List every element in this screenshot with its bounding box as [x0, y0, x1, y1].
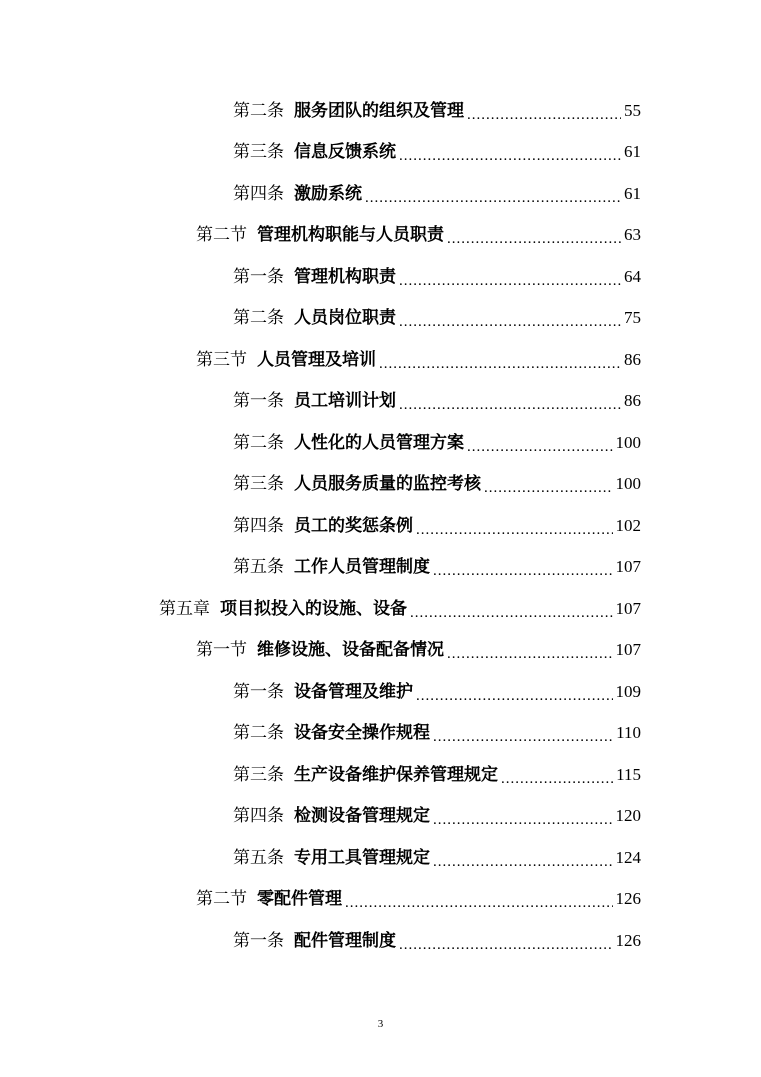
toc-entry-title: 零配件管理	[257, 889, 342, 910]
toc-entry-page: 75	[624, 308, 641, 328]
toc-dot-leader	[433, 809, 613, 829]
toc-entry-page: 86	[624, 349, 641, 369]
toc-entry-label: 第一条	[233, 930, 284, 951]
toc-entry-label: 第二条	[233, 723, 284, 744]
page-number: 3	[377, 1018, 384, 1030]
toc-entry-title: 配件管理制度	[294, 930, 396, 951]
toc-dot-leader	[447, 643, 613, 663]
toc-entry-title: 人员服务质量的监控考核	[294, 474, 481, 495]
toc-entry-label: 第四条	[233, 183, 284, 204]
toc-entry-title: 激励系统	[294, 183, 362, 204]
toc-dot-leader	[501, 768, 613, 788]
toc-entry-title: 员工的奖惩条例	[294, 515, 413, 536]
toc-entry-label: 第一条	[233, 266, 284, 287]
toc-entry[interactable]	[0, 588, 761, 630]
toc-dot-leader	[399, 394, 621, 414]
toc-dot-leader	[345, 892, 613, 912]
toc-entry-page: 126	[615, 889, 641, 909]
toc-entry-page: 115	[616, 764, 641, 784]
toc-entry-title: 员工培训计划	[294, 391, 396, 412]
toc-entry[interactable]	[0, 630, 761, 672]
toc-dot-leader	[447, 228, 621, 248]
toc-entry-page: 110	[616, 723, 641, 743]
toc-entry-page: 120	[615, 806, 641, 826]
toc-entry-title: 工作人员管理制度	[294, 557, 430, 578]
toc-entry[interactable]	[0, 90, 761, 132]
toc-entry-title: 设备安全操作规程	[294, 723, 430, 744]
toc-entry-label: 第二条	[233, 308, 284, 329]
toc-entry[interactable]	[0, 339, 761, 381]
toc-dot-leader	[484, 477, 613, 497]
toc-entry-page: 64	[624, 266, 641, 286]
toc-entry-label: 第三条	[233, 764, 284, 785]
toc-entry-title: 检测设备管理规定	[294, 806, 430, 827]
toc-entry[interactable]	[0, 298, 761, 340]
toc-entry-page: 107	[615, 598, 641, 618]
toc-dot-leader	[365, 187, 621, 207]
toc-entry-label: 第一节	[196, 640, 247, 661]
toc-dot-leader	[379, 353, 621, 373]
toc-entry[interactable]	[0, 381, 761, 423]
toc-entry[interactable]	[0, 713, 761, 755]
toc-entry-label: 第一条	[233, 681, 284, 702]
toc-entry-label: 第一条	[233, 391, 284, 412]
toc-entry-label: 第五条	[233, 557, 284, 578]
table-of-contents	[0, 90, 761, 962]
toc-dot-leader	[399, 270, 621, 290]
toc-entry[interactable]	[0, 920, 761, 962]
toc-dot-leader	[416, 685, 613, 705]
toc-entry-page: 102	[615, 515, 641, 535]
toc-entry-page: 107	[615, 557, 641, 577]
toc-dot-leader	[416, 519, 613, 539]
toc-entry-title: 人员岗位职责	[294, 308, 396, 329]
toc-entry[interactable]	[0, 879, 761, 921]
toc-dot-leader	[433, 851, 613, 871]
toc-entry-title: 管理机构职能与人员职责	[257, 225, 444, 246]
toc-entry-label: 第二节	[196, 889, 247, 910]
toc-entry[interactable]	[0, 547, 761, 589]
toc-entry-label: 第五章	[159, 598, 210, 619]
toc-entry-page: 61	[624, 142, 641, 162]
toc-entry-page: 124	[615, 847, 641, 867]
toc-entry-title: 人性化的人员管理方案	[294, 432, 464, 453]
toc-entry-label: 第三条	[233, 474, 284, 495]
toc-entry-page: 61	[624, 183, 641, 203]
toc-entry-title: 管理机构职责	[294, 266, 396, 287]
toc-dot-leader	[467, 436, 613, 456]
toc-entry-label: 第二条	[233, 100, 284, 121]
toc-entry-label: 第二节	[196, 225, 247, 246]
toc-entry[interactable]	[0, 422, 761, 464]
toc-entry[interactable]	[0, 215, 761, 257]
toc-entry-page: 100	[615, 432, 641, 452]
toc-entry-label: 第三条	[233, 142, 284, 163]
toc-entry-title: 服务团队的组织及管理	[294, 100, 464, 121]
toc-dot-leader	[399, 145, 621, 165]
toc-entry-title: 项目拟投入的设施、设备	[220, 598, 407, 619]
toc-entry-title: 生产设备维护保养管理规定	[294, 764, 498, 785]
toc-dot-leader	[467, 104, 621, 124]
toc-entry-title: 维修设施、设备配备情况	[257, 640, 444, 661]
toc-dot-leader	[399, 311, 621, 331]
toc-entry-page: 126	[615, 930, 641, 950]
toc-entry[interactable]	[0, 256, 761, 298]
toc-entry[interactable]	[0, 837, 761, 879]
toc-entry-page: 109	[615, 681, 641, 701]
toc-entry-page: 107	[615, 640, 641, 660]
toc-dot-leader	[433, 560, 613, 580]
toc-entry-label: 第四条	[233, 806, 284, 827]
toc-entry[interactable]	[0, 671, 761, 713]
toc-entry-title: 信息反馈系统	[294, 142, 396, 163]
toc-dot-leader	[410, 602, 613, 622]
toc-entry-label: 第五条	[233, 847, 284, 868]
toc-entry-page: 100	[615, 474, 641, 494]
toc-entry[interactable]	[0, 796, 761, 838]
toc-dot-leader	[399, 934, 613, 954]
toc-entry[interactable]	[0, 505, 761, 547]
toc-entry-label: 第三节	[196, 349, 247, 370]
toc-entry-label: 第二条	[233, 432, 284, 453]
toc-dot-leader	[433, 726, 613, 746]
toc-entry-page: 86	[624, 391, 641, 411]
toc-entry[interactable]	[0, 173, 761, 215]
toc-entry[interactable]	[0, 132, 761, 174]
toc-entry-label: 第四条	[233, 515, 284, 536]
toc-entry[interactable]	[0, 754, 761, 796]
toc-entry-title: 人员管理及培训	[257, 349, 376, 370]
toc-entry-title: 专用工具管理规定	[294, 847, 430, 868]
toc-entry[interactable]	[0, 464, 761, 506]
toc-entry-title: 设备管理及维护	[294, 681, 413, 702]
toc-entry-page: 63	[624, 225, 641, 245]
toc-entry-page: 55	[624, 100, 641, 120]
